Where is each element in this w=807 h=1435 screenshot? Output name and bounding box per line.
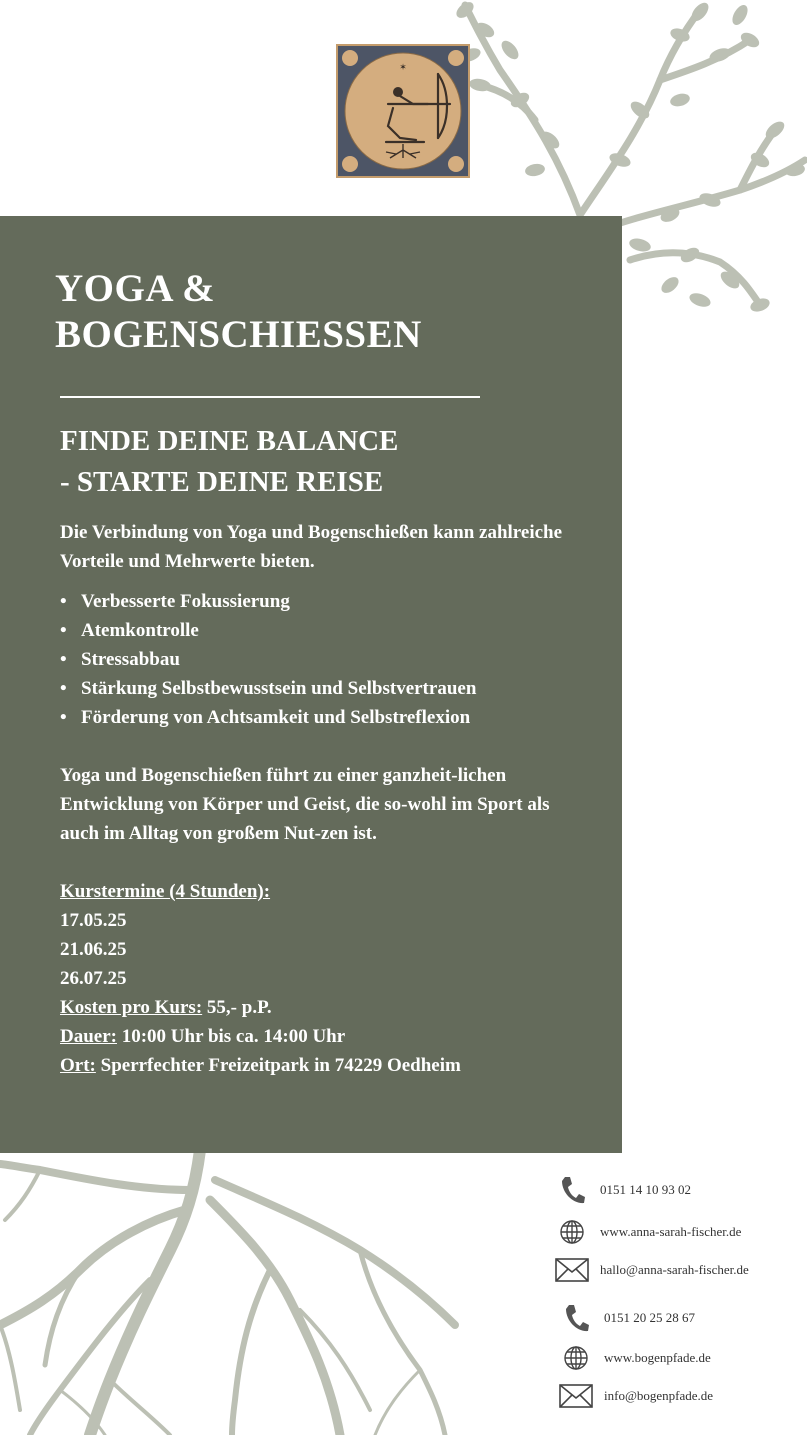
content-panel bbox=[0, 216, 622, 1153]
contact-row-mail-1[interactable] bbox=[552, 1252, 749, 1288]
mail-icon bbox=[556, 1378, 596, 1414]
course-date: 21.06.25 bbox=[60, 939, 127, 960]
contact-row-web-2[interactable] bbox=[556, 1340, 711, 1376]
phone-icon bbox=[556, 1300, 596, 1336]
globe-icon bbox=[552, 1214, 592, 1250]
contact-row-phone-1[interactable] bbox=[552, 1172, 691, 1208]
benefits-list bbox=[60, 587, 570, 732]
benefit-item: • Verbesserte Fokussierung bbox=[60, 587, 570, 616]
location-label: Ort: bbox=[60, 1055, 96, 1076]
course-duration bbox=[60, 1022, 570, 1051]
subtitle-line-2: - STARTE DEINE REISE bbox=[60, 466, 384, 498]
body-text bbox=[60, 518, 570, 1080]
globe-icon bbox=[556, 1340, 596, 1376]
course-dates-label-text: Kurstermine (4 Stunden): bbox=[60, 881, 271, 902]
duration-value: 10:00 Uhr bis ca. 14:00 Uhr bbox=[116, 1026, 346, 1047]
course-location bbox=[60, 1051, 570, 1080]
benefit-item: • Stressabbau bbox=[60, 645, 570, 674]
svg-text:✶: ✶ bbox=[399, 62, 407, 72]
summary-paragraph: Yoga und Bogenschießen führt zu einer ganzheit-lichen Entwicklung von Körper und Geist, die so-wohl im Sport als auch im Alltag von großem Nut-zen ist. bbox=[60, 765, 550, 844]
title-line-1: YOGA & bbox=[55, 267, 216, 310]
contact-row-phone-2[interactable] bbox=[556, 1300, 695, 1336]
course-cost bbox=[60, 993, 570, 1022]
title-line-2: BOGENSCHIESSEN bbox=[55, 313, 422, 356]
benefit-item: • Atemkontrolle bbox=[60, 616, 570, 645]
tree-roots-illustration bbox=[0, 1150, 460, 1435]
contact-website-2: www.bogenpfade.de bbox=[604, 1350, 711, 1365]
course-date: 17.05.25 bbox=[60, 910, 127, 931]
contact-row-web-1[interactable] bbox=[552, 1214, 741, 1250]
contact-website-1: www.anna-sarah-fischer.de bbox=[600, 1224, 742, 1239]
mail-icon bbox=[552, 1252, 592, 1288]
location-value: Sperrfechter Freizeitpark in 74229 Oedheim bbox=[95, 1055, 461, 1076]
contact-email-2: info@bogenpfade.de bbox=[604, 1388, 714, 1403]
contact-phone-2: 0151 20 25 28 67 bbox=[604, 1310, 695, 1325]
contact-row-mail-2[interactable] bbox=[556, 1378, 713, 1414]
phone-icon bbox=[552, 1172, 592, 1208]
title-divider bbox=[60, 396, 480, 398]
benefit-item: • Förderung von Achtsamkeit und Selbstreflexion bbox=[60, 703, 570, 732]
subtitle-line-1: FINDE DEINE BALANCE bbox=[60, 425, 399, 457]
course-date: 26.07.25 bbox=[60, 968, 127, 989]
page-title bbox=[55, 266, 422, 358]
course-dates-label bbox=[60, 877, 570, 906]
cost-value: 55,- p.P. bbox=[202, 997, 272, 1018]
subtitle bbox=[60, 421, 398, 503]
intro-paragraph: Die Verbindung von Yoga und Bogenschießen kann zahlreiche Vorteile und Mehrwerte bieten. bbox=[60, 522, 563, 572]
contact-phone-1: 0151 14 10 93 02 bbox=[600, 1182, 691, 1197]
duration-label: Dauer: bbox=[60, 1026, 117, 1047]
archer-emblem bbox=[336, 44, 470, 178]
contact-email-1: hallo@anna-sarah-fischer.de bbox=[600, 1262, 749, 1277]
cost-label: Kosten pro Kurs: bbox=[60, 997, 203, 1018]
benefit-item: • Stärkung Selbstbewusstsein und Selbstvertrauen bbox=[60, 674, 570, 703]
